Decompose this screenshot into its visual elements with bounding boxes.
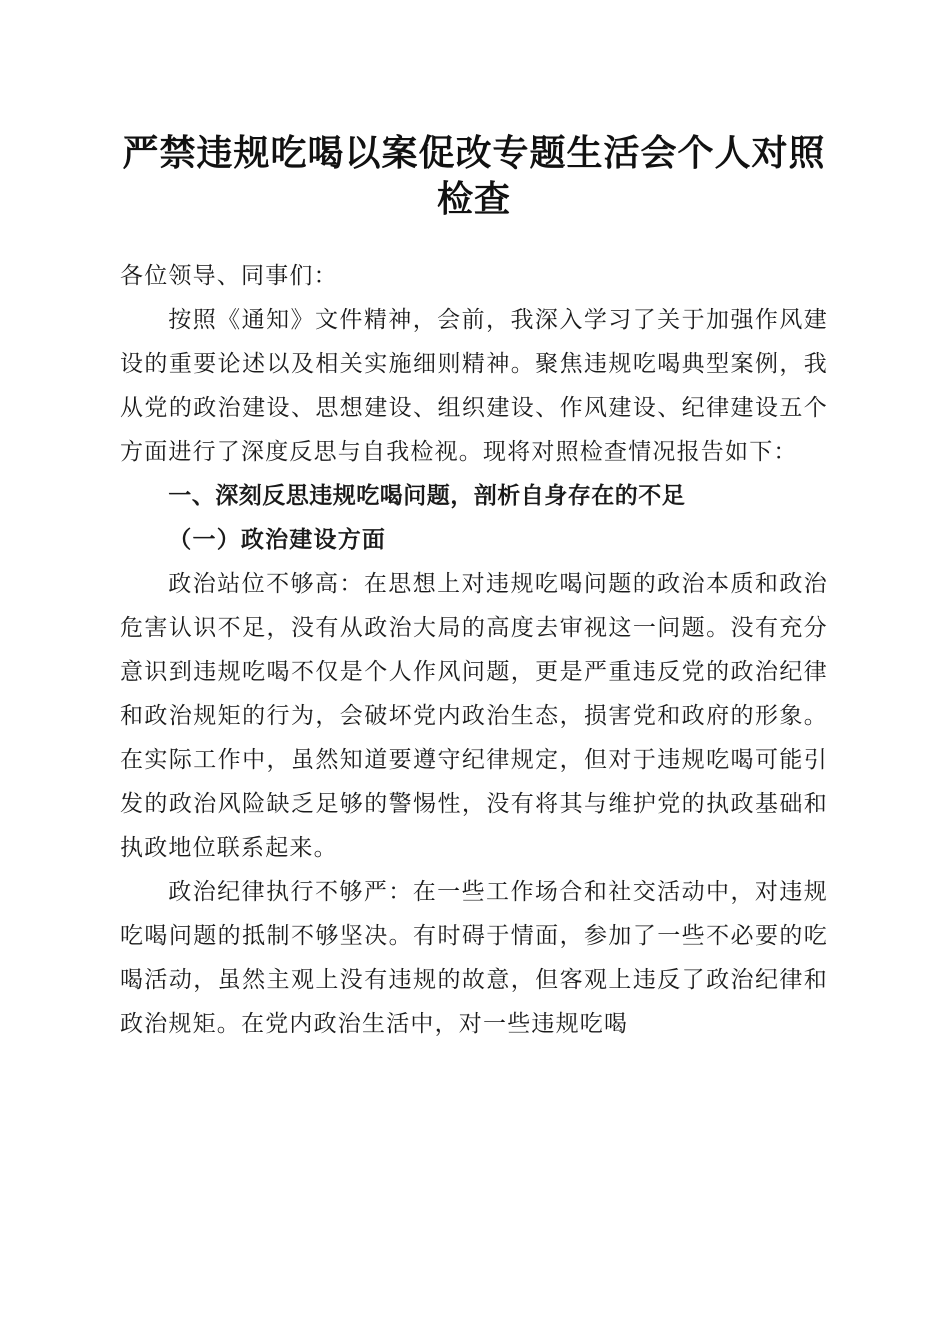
body-paragraph: 政治纪律执行不够严：在一些工作场合和社交活动中，对违规吃喝问题的抵制不够坚决。有时碍于情面，参加了一些不必要的吃喝活动，虽然主观上没有违规的故意，但客观上违反了政治纪律和政治规矩。在党内政治生活中，对一些违规吃喝 [120, 879, 828, 1037]
subsection-heading: （一）政治建设方面 [168, 526, 387, 553]
section-heading: 一、深刻反思违规吃喝问题，剖析自身存在的不足 [168, 483, 686, 509]
body-paragraph: 政治站位不够高：在思想上对违规吃喝问题的政治本质和政治危害认识不足，没有从政治大局的高度去审视这一问题。没有充分意识到违规吃喝不仅是个人作风问题，更是严重违反党的政治纪律和政治规矩的行为，会破坏党内政治生态，损害党和政府的形象。在实际工作中，虽然知道要遵守纪律规定，但对于违规吃喝可能引发的政治风险缺乏足够的警惕性，没有将其与维护党的执政基础和执政地位联系起来。 [120, 571, 828, 861]
intro-paragraph: 按照《通知》文件精神，会前，我深入学习了关于加强作风建设的重要论述以及相关实施细则精神。聚焦违规吃喝典型案例，我从党的政治建设、思想建设、组织建设、作风建设、纪律建设五个方面进行了深度反思与自我检视。现将对照检查情况报告如下： [120, 307, 828, 465]
document-title: 严禁违规吃喝以案促改专题生活会个人对照检查 [122, 132, 826, 220]
salutation: 各位领导、同事们： [120, 263, 338, 289]
document-body [120, 254, 828, 1046]
